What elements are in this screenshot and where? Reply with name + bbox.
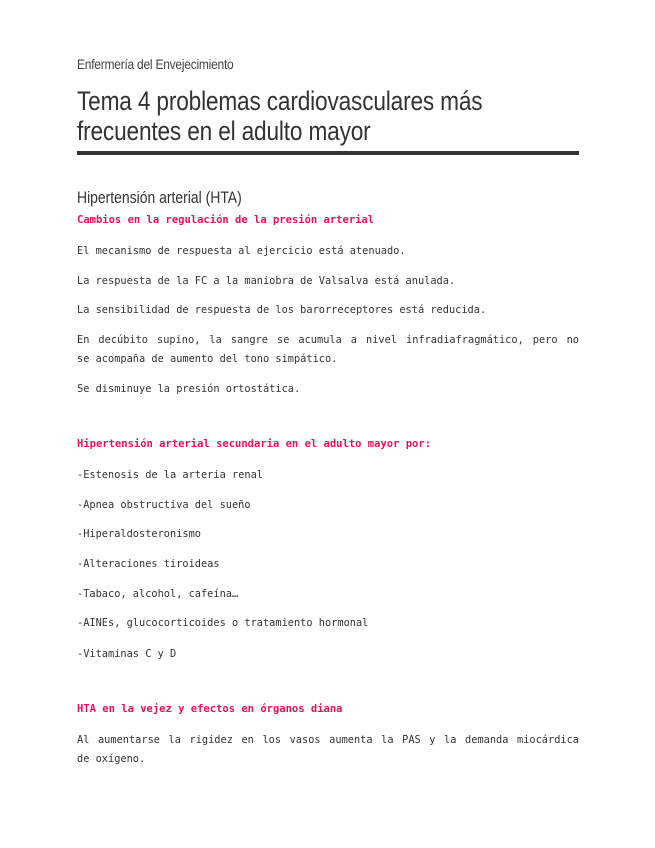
list-item: -Alteraciones tiroideas <box>77 558 220 570</box>
subheading-secondary-hta: Hipertensión arterial secundaria en el adulto mayor por: <box>77 438 432 450</box>
paragraph: Se disminuye la presión ortostática. <box>77 383 301 395</box>
paragraph-line: En decúbito supino, la sangre se acumula a nivel infradiafragmático, pero no <box>77 334 579 346</box>
subheading-target-organs: HTA en la vejez y efectos en órganos diana <box>77 703 343 715</box>
list-item: -Apnea obstructiva del sueño <box>77 499 251 511</box>
list-item: -Vitaminas C y D <box>77 648 177 660</box>
list-item: -AINEs, glucocorticoides o tratamiento hormonal <box>77 617 369 629</box>
paragraph-line: se acompaña de aumento del tono simpático. <box>77 353 338 365</box>
course-subject: Enfermería del Envejecimiento <box>77 56 234 72</box>
section-heading: Hipertensión arterial (HTA) <box>77 188 242 207</box>
page-title: Tema 4 problemas cardiovasculares más frecuentes en el adulto mayor <box>77 86 483 146</box>
list-item: -Hiperaldosteronismo <box>77 528 201 540</box>
paragraph-line: Al aumentarse la rigidez en los vasos aumenta la PAS y la demanda miocárdica <box>77 734 579 746</box>
paragraph: La respuesta de la FC a la maniobra de Valsalva está anulada. <box>77 275 456 287</box>
paragraph: La sensibilidad de respuesta de los barorreceptores está reducida. <box>77 304 487 316</box>
paragraph-line: de oxígeno. <box>77 753 146 765</box>
list-item: -Tabaco, alcohol, cafeína… <box>77 588 239 600</box>
list-item: -Estenosis de la arteria renal <box>77 469 263 481</box>
paragraph: El mecanismo de respuesta al ejercicio está atenuado. <box>77 245 406 257</box>
subheading-bp-regulation: Cambios en la regulación de la presión arterial <box>77 214 375 226</box>
title-divider <box>77 151 579 155</box>
